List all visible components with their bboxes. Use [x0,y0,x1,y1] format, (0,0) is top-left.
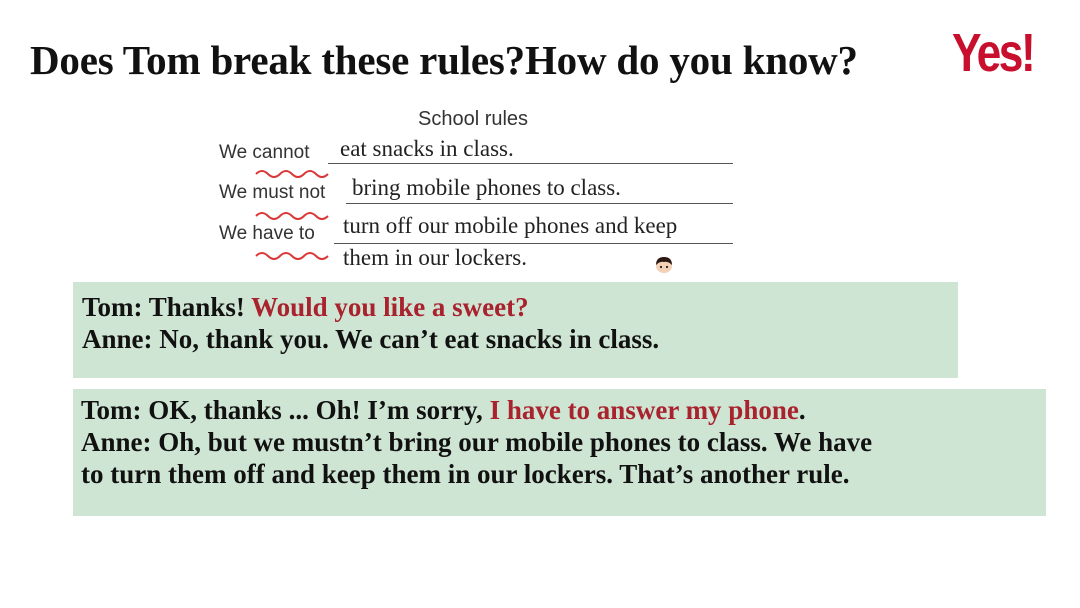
dialogue-line [82,323,958,355]
dialogue-text: Oh, but we mustn’t bring our mobile phones to class. We have [158,427,873,457]
rule-fill-must-not: bring mobile phones to class. [352,175,621,200]
school-rules-title: School rules [418,108,529,130]
dialogue-line [81,458,1046,490]
dialogue-text: Thanks! [148,292,245,322]
dialogue-box-2 [73,389,1046,516]
dialogue-text: No, thank you. We can’t eat snacks in class. [159,324,660,354]
rule-label-cannot: We cannot [219,142,310,163]
speaker-label: Anne: [81,427,152,457]
rule-answer-line [346,203,733,204]
dialogue-line [81,394,1046,426]
highlighted-phrase: I have to answer my phone [489,395,799,425]
dialogue-line [82,291,958,323]
rule-label-must-not: We must not [219,182,326,203]
slide-question: Does Tom break these rules?How do you know? [30,37,858,83]
highlighted-phrase: Would you like a sweet? [251,292,529,322]
dialogue-punctuation: . [798,395,806,425]
rule-fill-cannot: eat snacks in class. [340,136,514,161]
dialogue-line [81,426,1046,458]
boy-face-icon [654,256,674,274]
dialogue-text: to turn them off and keep them in our lockers. That’s another rule. [81,459,850,489]
rule-label-have-to: We have to [219,223,315,244]
wavy-underline-icon [254,166,334,178]
speaker-label: Tom: [81,395,142,425]
speaker-label: Tom: [82,292,143,322]
rule-fill-have-to-line1: turn off our mobile phones and keep [343,213,678,238]
rule-fill-have-to-line2: them in our lockers. [343,245,527,270]
wavy-underline-icon [254,208,334,220]
wavy-underline-icon [254,248,334,260]
speaker-label: Anne: [82,324,153,354]
dialogue-text: OK, thanks ... Oh! I’m sorry, [148,395,483,425]
answer-yes: Yes! [952,23,1034,83]
rule-answer-line [328,163,733,164]
rule-answer-line [334,243,733,244]
dialogue-box-1 [73,282,958,378]
